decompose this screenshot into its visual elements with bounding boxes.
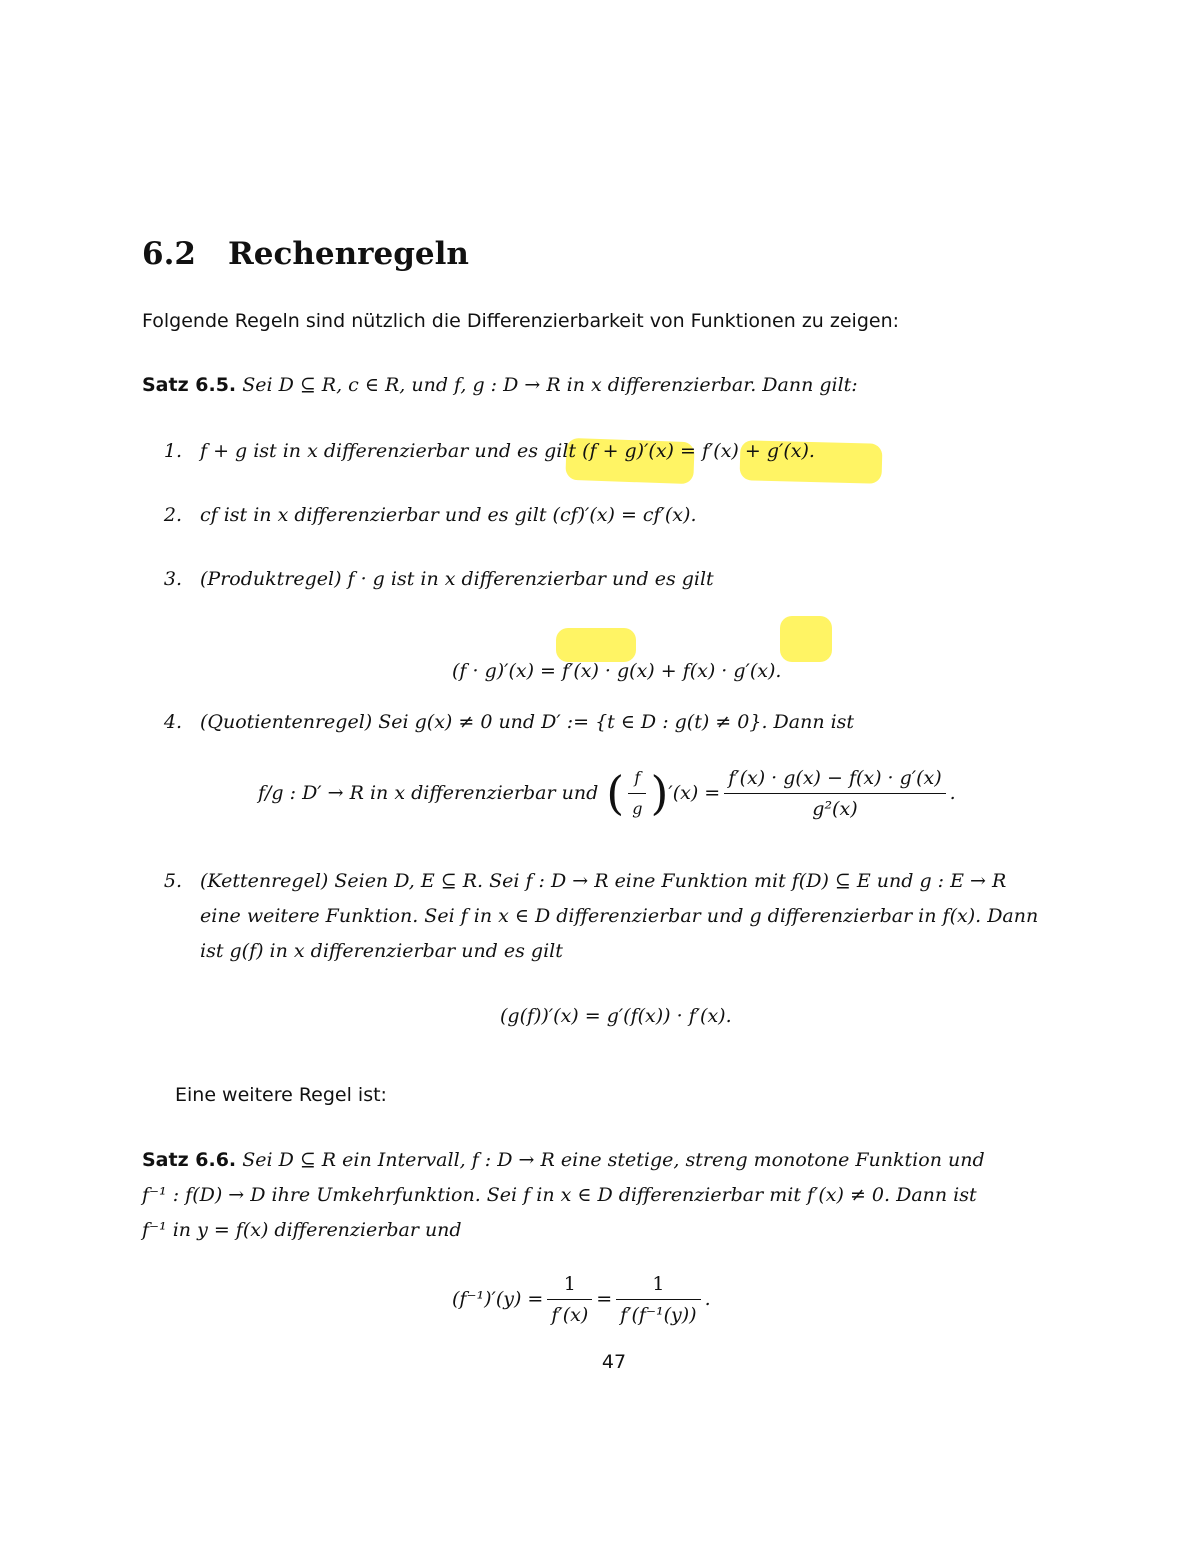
formula-end: . [949, 782, 956, 804]
list-marker: 1. [163, 440, 182, 462]
formula-lead: (f⁻¹)′(y) = [452, 1288, 544, 1310]
formula-middle: ′(x) = [668, 782, 721, 804]
section-number: 6.2 [142, 236, 196, 272]
section-heading [142, 236, 469, 272]
fraction-numerator: 1 [616, 1271, 700, 1300]
quotient-fraction [724, 765, 945, 822]
inverse-fraction [616, 1271, 700, 1328]
fraction-denominator: f′(f⁻¹(y)) [620, 1303, 697, 1326]
theorem-heading: Satz 6.6. [142, 1149, 237, 1171]
inverse-fraction [547, 1271, 592, 1328]
list-marker: 5. [163, 870, 182, 892]
fraction-numerator: f [628, 765, 646, 794]
fraction-numerator: f′(x) · g(x) − f(x) · g′(x) [724, 765, 945, 794]
chain-rule-formula: (g(f))′(x) = g′(f(x)) · f′(x). [500, 1005, 732, 1027]
highlight-mark [556, 628, 636, 662]
list-marker: 2. [163, 504, 182, 526]
equals-sign: = [596, 1288, 613, 1310]
list-item-line: eine weitere Funktion. Sei f in x ∈ D differenzierbar und g differenzierbar in f(x). Dann [200, 905, 1039, 927]
formula-end: . [704, 1288, 711, 1310]
fraction-numerator: 1 [547, 1271, 592, 1300]
product-rule-formula: (f · g)′(x) = f′(x) · g(x) + f(x) · g′(x). [452, 660, 782, 682]
theorem-line: f⁻¹ : f(D) → D ihre Umkehrfunktion. Sei f in x ∈ D differenzierbar mit f′(x) ≠ 0. Dann ist [142, 1184, 977, 1206]
small-fraction [628, 765, 646, 822]
theorem-6-6 [142, 1147, 985, 1173]
close-paren: ) [650, 766, 669, 820]
highlight-mark [780, 616, 832, 662]
list-marker: 3. [163, 568, 182, 590]
theorem-6-5 [142, 372, 858, 398]
fraction-denominator: g²(x) [812, 797, 858, 820]
theorem-heading: Satz 6.5. [142, 374, 237, 396]
theorem-text: Sei D ⊆ R, c ∈ R, und f, g : D → R in x differenzierbar. Dann gilt: [242, 374, 858, 396]
fraction-denominator: g [632, 798, 643, 818]
quotient-rule-formula [258, 758, 956, 828]
page-number: 47 [601, 1351, 627, 1373]
list-item-line: (Kettenregel) Seien D, E ⊆ R. Sei f : D → R eine Funktion mit f(D) ⊆ E und g : E → R [200, 870, 1007, 892]
fraction-denominator: f′(x) [551, 1303, 589, 1326]
list-item-line: ist g(f) in x differenzierbar und es gilt [200, 940, 563, 962]
list-item: cf ist in x differenzierbar und es gilt (cf)′(x) = cf′(x). [200, 504, 697, 526]
formula-lead: f/g : D′ → R in x differenzierbar und [258, 782, 599, 804]
section-title: Rechenregeln [228, 236, 469, 272]
open-paren: ( [606, 766, 625, 820]
theorem-text: Sei D ⊆ R ein Intervall, f : D → R eine stetige, streng monotone Funktion und [242, 1149, 985, 1171]
list-item: (Quotientenregel) Sei g(x) ≠ 0 und D′ := {t ∈ D : g(t) ≠ 0}. Dann ist [200, 711, 855, 733]
theorem-line: f⁻¹ in y = f(x) differenzierbar und [142, 1219, 462, 1241]
list-marker: 4. [163, 711, 182, 733]
inverse-rule-formula [452, 1264, 711, 1334]
list-item: f + g ist in x differenzierbar und es gilt (f + g)′(x) = f′(x) + g′(x). [200, 440, 815, 462]
intro-text: Folgende Regeln sind nützlich die Differenzierbarkeit von Funktionen zu zeigen: [142, 310, 900, 332]
list-item: (Produktregel) f · g ist in x differenzierbar und es gilt [200, 568, 714, 590]
bridge-text: Eine weitere Regel ist: [175, 1084, 387, 1106]
